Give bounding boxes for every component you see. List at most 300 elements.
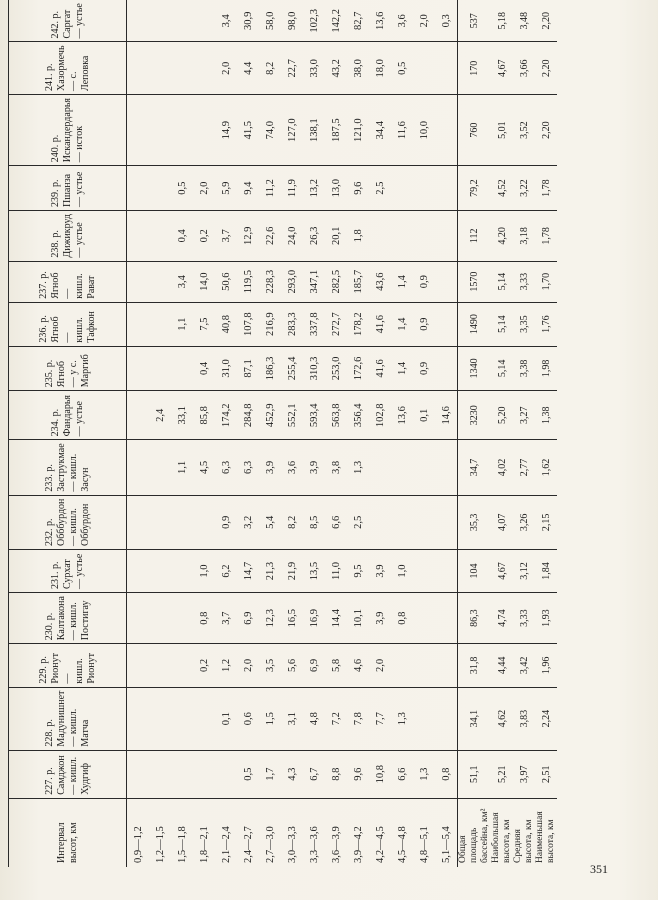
table-cell: 33,1 (171, 391, 193, 440)
footer-cell: 4,02 (491, 440, 513, 495)
table-cell: 3,1 (281, 687, 303, 750)
table-cell (127, 495, 150, 549)
footer-cell: 3,48 (513, 0, 535, 42)
table-cell (127, 440, 150, 495)
footer-cell: 2,20 (535, 95, 557, 166)
table-cell: 138,1 (303, 95, 325, 166)
interval-label: 2,4—2,7 (242, 826, 254, 863)
table-cell: 21,3 (259, 550, 281, 593)
footer-cell: 3,22 (513, 166, 535, 211)
table-cell: 187,5 (325, 95, 347, 166)
table-cell (149, 166, 171, 211)
table-cell: 3,6 (391, 0, 413, 42)
footer-cell: 3230 (458, 391, 492, 440)
table-cell: 185,7 (347, 261, 369, 302)
table-cell (369, 211, 391, 262)
table-cell: 3,7 (215, 593, 237, 644)
footer-cell: 4,67 (491, 42, 513, 95)
table-cell: 1,5 (259, 687, 281, 750)
table-cell: 22,6 (259, 211, 281, 262)
table-cell: 9,5 (347, 550, 369, 593)
table-cell: 284,8 (237, 391, 259, 440)
table-cell (171, 346, 193, 391)
table-cell: 30,9 (237, 0, 259, 42)
table-cell: 7,5 (193, 302, 215, 346)
table-cell: 87,1 (237, 346, 259, 391)
table-cell: 6,6 (391, 750, 413, 798)
table-cell (435, 302, 458, 346)
footer-cell: 4,74 (491, 593, 513, 644)
footer-cell: 2,15 (535, 495, 557, 549)
table-cell: 7,7 (369, 687, 391, 750)
table-cell: 0,9 (413, 302, 435, 346)
table-cell: 2,4 (149, 391, 171, 440)
table-cell: 13,0 (325, 166, 347, 211)
table-cell (369, 440, 391, 495)
table-row (127, 0, 150, 867)
table-cell (127, 95, 150, 166)
table-cell: 31,0 (215, 346, 237, 391)
table-cell: 552,1 (281, 391, 303, 440)
table-cell: 7,8 (347, 687, 369, 750)
table-cell: 13,6 (391, 391, 413, 440)
table-cell: 34,4 (369, 95, 391, 166)
footer-cell: 3,26 (513, 495, 535, 549)
footer-cell: 104 (458, 550, 492, 593)
table-cell: 119,5 (237, 261, 259, 302)
river-header: 240. р. Искандердарья — исток (9, 95, 127, 166)
footer-cell: 760 (458, 95, 492, 166)
table-cell (435, 550, 458, 593)
table-cell: 33,0 (303, 42, 325, 95)
footer-cell: 4,20 (491, 211, 513, 262)
table-cell: 186,3 (259, 346, 281, 391)
table-cell: 16,9 (303, 593, 325, 644)
footer-cell: 3,18 (513, 211, 535, 262)
table-cell (127, 391, 150, 440)
footer-cell: 2,77 (513, 440, 535, 495)
table-cell (435, 95, 458, 166)
table-cell (435, 440, 458, 495)
table-cell: 6,7 (303, 750, 325, 798)
table-cell: 50,6 (215, 261, 237, 302)
footer-cell: 51,1 (458, 750, 492, 798)
hypsometric-table (8, 0, 557, 867)
footer-cell: 3,66 (513, 42, 535, 95)
table-cell: 22,7 (281, 42, 303, 95)
table-cell: 102,3 (303, 0, 325, 42)
table-cell: 127,0 (281, 95, 303, 166)
table-cell: 4,4 (237, 42, 259, 95)
footer-cell: 2,20 (535, 0, 557, 42)
river-header: 234. р. Фандарья — устье (9, 391, 127, 440)
table-row (303, 0, 325, 867)
table-cell: 0,9 (413, 261, 435, 302)
table-cell (149, 644, 171, 687)
table-cell: 0,4 (171, 211, 193, 262)
table-cell: 43,2 (325, 42, 347, 95)
table-cell: 11,9 (281, 166, 303, 211)
table-cell: 14,0 (193, 261, 215, 302)
table-cell (435, 644, 458, 687)
table-row (413, 0, 435, 867)
footer-cell: 3,12 (513, 550, 535, 593)
table-cell (193, 687, 215, 750)
table-cell: 593,4 (303, 391, 325, 440)
footer-cell: 5,21 (491, 750, 513, 798)
table-cell (149, 440, 171, 495)
table-cell (171, 644, 193, 687)
table-cell: 272,7 (325, 302, 347, 346)
footer-label: Средняя высота, км (513, 819, 534, 863)
interval-label: 0,9—1,2 (132, 826, 144, 863)
footer-cell: 1,62 (535, 440, 557, 495)
river-header: 229. р. Рионут — кишл. Рионут (9, 644, 127, 687)
footer-cell: 5,01 (491, 95, 513, 166)
table-cell: 6,3 (237, 440, 259, 495)
table-cell: 24,0 (281, 211, 303, 262)
table-cell: 13,5 (303, 550, 325, 593)
table-cell: 0,2 (193, 211, 215, 262)
table-cell (413, 211, 435, 262)
footer-cell: 1,98 (535, 346, 557, 391)
interval-label: 1,8—2,1 (198, 826, 210, 863)
footer-cell: 1,78 (535, 211, 557, 262)
table-cell (413, 593, 435, 644)
table-cell: 3,9 (369, 593, 391, 644)
footer-cell: 35,3 (458, 495, 492, 549)
table-cell: 1,2 (215, 644, 237, 687)
table-cell (391, 644, 413, 687)
table-cell: 452,9 (259, 391, 281, 440)
interval-header: Интервал высот, км (9, 798, 127, 867)
table-cell: 16,5 (281, 593, 303, 644)
table-cell: 14,7 (237, 550, 259, 593)
table-row (215, 0, 237, 867)
table-cell (149, 261, 171, 302)
table-cell (391, 495, 413, 549)
table-cell (413, 42, 435, 95)
table-cell (149, 550, 171, 593)
table-cell (369, 495, 391, 549)
table-cell: 6,9 (237, 593, 259, 644)
table-cell (149, 593, 171, 644)
table-cell: 20,1 (325, 211, 347, 262)
table-cell: 43,6 (369, 261, 391, 302)
interval-label: 1,5—1,8 (176, 826, 188, 863)
footer-cell: 1570 (458, 261, 492, 302)
table-cell (127, 687, 150, 750)
table-row (193, 0, 215, 867)
table-cell: 1,1 (171, 440, 193, 495)
table-cell (171, 495, 193, 549)
interval-label: 3,9—4,2 (352, 826, 364, 863)
table-cell: 13,2 (303, 166, 325, 211)
table-cell (127, 550, 150, 593)
table-cell (149, 750, 171, 798)
table-cell: 1,3 (391, 687, 413, 750)
table-cell (127, 750, 150, 798)
interval-label: 5,1—5,4 (440, 826, 452, 863)
footer-cell: 4,07 (491, 495, 513, 549)
table-cell: 282,5 (325, 261, 347, 302)
interval-label: 2,7—3,0 (264, 826, 276, 863)
table-cell: 12,3 (259, 593, 281, 644)
table-cell: 1,4 (391, 346, 413, 391)
table-cell (435, 42, 458, 95)
table-cell (193, 42, 215, 95)
table-cell: 1,0 (193, 550, 215, 593)
table-cell: 0,1 (413, 391, 435, 440)
table-cell: 253,0 (325, 346, 347, 391)
footer-cell: 3,52 (513, 95, 535, 166)
table-cell: 85,8 (193, 391, 215, 440)
footer-cell: 2,24 (535, 687, 557, 750)
table-cell: 3,5 (259, 644, 281, 687)
table-cell (413, 644, 435, 687)
table-cell: 74,0 (259, 95, 281, 166)
table-cell (149, 302, 171, 346)
table-cell: 38,0 (347, 42, 369, 95)
footer-cell: 112 (458, 211, 492, 262)
table-cell: 12,9 (237, 211, 259, 262)
table-cell: 41,5 (237, 95, 259, 166)
table-cell (193, 0, 215, 42)
river-header: 233. р. Заструкмае — кишл. Засун (9, 440, 127, 495)
footer-cell: 1490 (458, 302, 492, 346)
table-body (127, 0, 558, 867)
table-cell (171, 42, 193, 95)
table-row (325, 0, 347, 867)
table-cell (149, 95, 171, 166)
table-cell (149, 0, 171, 42)
table-cell (171, 687, 193, 750)
footer-cell: 1,38 (535, 391, 557, 440)
table-cell: 0,3 (435, 0, 458, 42)
table-cell: 14,9 (215, 95, 237, 166)
table-cell: 0,8 (193, 593, 215, 644)
table-cell (435, 346, 458, 391)
table-cell: 3,9 (369, 550, 391, 593)
table-cell: 5,9 (215, 166, 237, 211)
table-cell (413, 166, 435, 211)
table-footer-row (535, 0, 557, 867)
footer-cell: 79,2 (458, 166, 492, 211)
table-cell: 0,6 (237, 687, 259, 750)
page-number: 351 (590, 862, 608, 876)
footer-label: Общая площадь бассейна, км² (458, 798, 492, 867)
footer-cell: 5,14 (491, 261, 513, 302)
table-cell (149, 42, 171, 95)
river-header: 236. р. Ягноб — кишл. Тафкон (9, 302, 127, 346)
river-header: 238. р. Дижикруд — устье (9, 211, 127, 262)
table-cell: 2,5 (369, 166, 391, 211)
table-cell: 2,0 (413, 0, 435, 42)
river-header: 231. р. Сурхат — устье (9, 550, 127, 593)
table-cell: 10,1 (347, 593, 369, 644)
table-cell: 293,0 (281, 261, 303, 302)
table-cell (193, 750, 215, 798)
table-cell: 3,4 (171, 261, 193, 302)
table-cell: 228,3 (259, 261, 281, 302)
footer-cell: 170 (458, 42, 492, 95)
table-cell (149, 495, 171, 549)
table-cell: 11,0 (325, 550, 347, 593)
table-cell (127, 261, 150, 302)
footer-cell: 4,52 (491, 166, 513, 211)
table-cell (171, 550, 193, 593)
table-cell: 3,9 (259, 440, 281, 495)
table-cell: 8,2 (281, 495, 303, 549)
table-cell: 1,1 (171, 302, 193, 346)
table-row (435, 0, 458, 867)
river-header: 232. р. Обббурдон — кишл. Оббурдон (9, 495, 127, 549)
table-cell: 14,6 (435, 391, 458, 440)
table-header-row (9, 0, 127, 867)
table-cell: 6,9 (303, 644, 325, 687)
footer-label: Наименьшая высота, км (535, 811, 556, 863)
table-footer-row (513, 0, 535, 867)
interval-label: 4,2—4,5 (374, 826, 386, 863)
table-cell: 1,4 (391, 261, 413, 302)
table-cell (149, 211, 171, 262)
table-cell: 356,4 (347, 391, 369, 440)
interval-label: 3,6—3,9 (330, 826, 342, 863)
table-cell (435, 211, 458, 262)
table-cell (391, 211, 413, 262)
river-header: 237. р. Ягноб — кишл. Рават (9, 261, 127, 302)
table-cell: 13,6 (369, 0, 391, 42)
table-cell: 0,5 (391, 42, 413, 95)
table-cell: 8,2 (259, 42, 281, 95)
footer-cell: 1,78 (535, 166, 557, 211)
footer-cell: 1340 (458, 346, 492, 391)
river-header: 242. р. Саргат — устье (9, 0, 127, 42)
table-cell: 7,2 (325, 687, 347, 750)
table-row (149, 0, 171, 867)
table-cell: 1,8 (347, 211, 369, 262)
footer-cell: 86,3 (458, 593, 492, 644)
table-cell: 0,9 (413, 346, 435, 391)
table-cell: 1,3 (347, 440, 369, 495)
footer-cell: 3,97 (513, 750, 535, 798)
river-header: 230. р. Калтакона — кишл. Постигау (9, 593, 127, 644)
table-cell (435, 166, 458, 211)
table-cell: 4,8 (303, 687, 325, 750)
table-cell (127, 42, 150, 95)
table-cell (413, 440, 435, 495)
table-cell: 347,1 (303, 261, 325, 302)
table-cell: 14,4 (325, 593, 347, 644)
table-row (171, 0, 193, 867)
table-cell: 0,4 (193, 346, 215, 391)
table-cell: 6,2 (215, 550, 237, 593)
table-cell: 18,0 (369, 42, 391, 95)
footer-cell: 1,76 (535, 302, 557, 346)
table-row (281, 0, 303, 867)
table-cell: 3,9 (303, 440, 325, 495)
table-cell: 3,2 (237, 495, 259, 549)
footer-cell: 1,84 (535, 550, 557, 593)
footer-cell: 3,42 (513, 644, 535, 687)
river-header: 235. р. Ягноб — у с. Маргиб (9, 346, 127, 391)
table-row (237, 0, 259, 867)
footer-cell: 31,8 (458, 644, 492, 687)
table-cell (127, 0, 150, 42)
table-cell (435, 261, 458, 302)
table-cell: 5,6 (281, 644, 303, 687)
table-cell (127, 346, 150, 391)
table-cell (127, 302, 150, 346)
table-cell: 0,5 (237, 750, 259, 798)
table-cell (193, 495, 215, 549)
table-cell: 142,2 (325, 0, 347, 42)
table-cell (171, 0, 193, 42)
table-cell: 121,0 (347, 95, 369, 166)
table-row (369, 0, 391, 867)
table-cell: 310,3 (303, 346, 325, 391)
table-cell: 174,2 (215, 391, 237, 440)
table-cell (127, 166, 150, 211)
table-cell: 216,9 (259, 302, 281, 346)
footer-cell: 4,44 (491, 644, 513, 687)
footer-cell: 4,62 (491, 687, 513, 750)
footer-cell: 1,93 (535, 593, 557, 644)
footer-cell: 5,14 (491, 302, 513, 346)
table-cell (413, 495, 435, 549)
table-cell: 21,9 (281, 550, 303, 593)
interval-label: 4,5—4,8 (396, 826, 408, 863)
footer-cell: 2,20 (535, 42, 557, 95)
table-cell: 40,8 (215, 302, 237, 346)
footer-cell: 3,33 (513, 593, 535, 644)
footer-cell: 537 (458, 0, 492, 42)
footer-cell: 3,38 (513, 346, 535, 391)
table-cell: 26,3 (303, 211, 325, 262)
footer-cell: 4,67 (491, 550, 513, 593)
footer-cell: 1,70 (535, 261, 557, 302)
footer-cell: 5,18 (491, 0, 513, 42)
table-cell (413, 687, 435, 750)
footer-cell: 34,7 (458, 440, 492, 495)
table-cell (171, 95, 193, 166)
table-cell: 8,8 (325, 750, 347, 798)
table-footer-row (458, 0, 492, 867)
interval-label: 1,2—1,5 (154, 826, 166, 863)
river-header: 227. р. Самджон — кишл. Худгиф (9, 750, 127, 798)
table-cell (435, 495, 458, 549)
table-cell (391, 440, 413, 495)
interval-label: 4,8—5,1 (418, 826, 430, 863)
table-cell: 58,0 (259, 0, 281, 42)
table-cell (171, 750, 193, 798)
river-header: 228. р. Мадунишнет — кишл. Матча (9, 687, 127, 750)
footer-cell: 5,20 (491, 391, 513, 440)
interval-label: 3,3—3,6 (308, 826, 320, 863)
river-header: 241. р. Хазормечь — с. Леповка (9, 42, 127, 95)
table-cell (149, 346, 171, 391)
interval-label: 3,0—3,3 (286, 826, 298, 863)
footer-cell: 3,83 (513, 687, 535, 750)
table-cell: 563,8 (325, 391, 347, 440)
table-cell: 10,8 (369, 750, 391, 798)
table-cell: 4,6 (347, 644, 369, 687)
table-cell: 6,6 (325, 495, 347, 549)
table-cell (171, 593, 193, 644)
table-cell (193, 95, 215, 166)
table-cell: 41,6 (369, 302, 391, 346)
table-cell: 337,8 (303, 302, 325, 346)
